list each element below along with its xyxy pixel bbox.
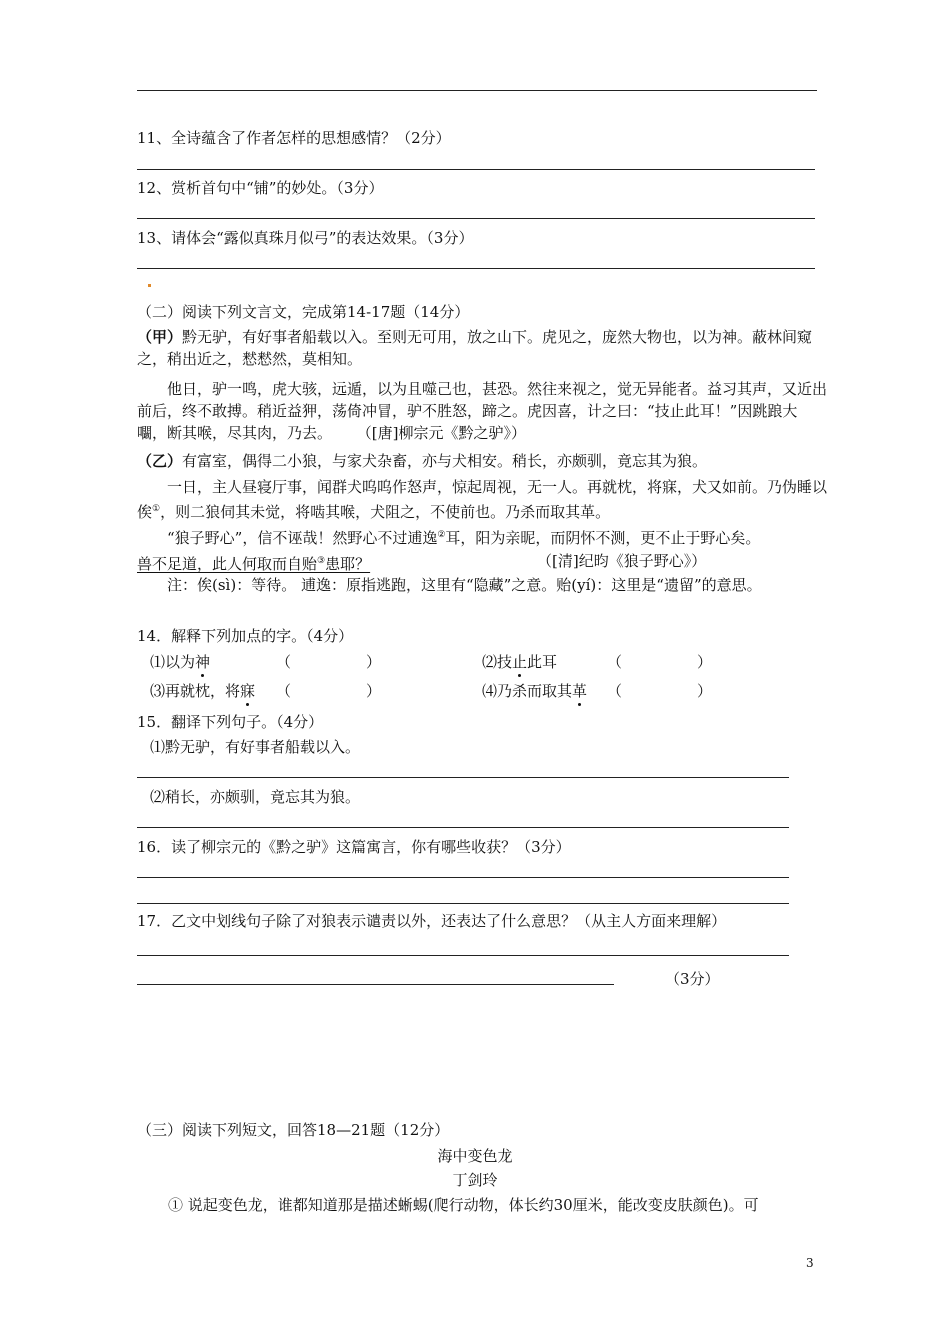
passage-yi-p2 (137, 476, 827, 523)
page-number: 3 (806, 1256, 814, 1270)
question-14-item-3 (150, 680, 255, 701)
question-14-item-2 (482, 651, 557, 672)
article-paragraph-1: ① 说起变色龙，谁都知道那是描述蜥蜴(爬行动物，体长约30厘米，能改变皮肤颜色)。可 (168, 1196, 759, 1214)
item-text: 以为 (165, 653, 196, 671)
passage-yi-p3 (137, 524, 827, 549)
item-text: 乃杀而取其 (497, 682, 573, 700)
passage-yi-text-2a: 一日，主人昼寝厅事，闻群犬呜呜作怒声，惊起周视，无一人。再就枕，将寐，犬又如前。乃伪睡以俟 (137, 478, 828, 521)
footnote-ref: ② (437, 530, 446, 540)
passage-yi-text-3b: 耳，阳为亲昵，而阴怀不测，更不止于野心矣。 (445, 529, 761, 547)
passage-jia-text-2: 他日，驴一鸣，虎大骇，远遁，以为且噬己也，甚恐。然往来视之，觉无异能者。益习其声，又近出前后，终不敢搏。稍近益狎，荡倚冲冒，驴不胜怒，蹄之。虎因喜，计之曰：“技止此耳！”因跳踉大㘚，断其喉，尽其肉，乃去。 (137, 380, 828, 442)
passage-jia-text-1: 黔无驴，有好事者船载以入。至则无可用，放之山下。虎见之，庞然大物也，以为神。蔽林间窥之，稍出近之，慭慭然，莫相知。 (137, 328, 813, 368)
question-11: 11、全诗蕴含了作者怎样的思想感情？（2分） (137, 129, 451, 147)
question-17-score: （3分） (665, 970, 720, 988)
section-2-heading: （二）阅读下列文言文，完成第14-17题（14分） (137, 303, 470, 321)
answer-paren[interactable]: （ ） (607, 653, 713, 671)
question-12: 12、赏析首句中“铺”的妙处。（3分） (137, 179, 384, 197)
question-15-sentence-1: ⑴黔无驴，有好事者船载以入。 (150, 738, 361, 756)
passage-yi-text-2b: ，则二狼伺其未觉，将啮其喉，犬阻之，不使前也。乃杀而取其革。 (160, 503, 611, 521)
answer-paren[interactable]: （ ） (607, 682, 713, 700)
answer-line[interactable] (137, 777, 789, 778)
section-3-heading: （三）阅读下列短文，回答18—21题（12分） (137, 1121, 450, 1139)
stray-mark (148, 284, 151, 287)
question-17: 17．乙文中划线句子除了对狼表示谴责以外，还表达了什么意思？（从主人方面来理解） (137, 912, 727, 930)
item-number: ⑴ (150, 653, 166, 671)
article-author: 丁剑玲 (452, 1171, 498, 1189)
item-text: 技 (497, 653, 513, 671)
item-text: 再就枕，将 (165, 682, 241, 700)
footnote-ref: ③ (317, 556, 326, 566)
dotted-char: 神 (195, 653, 211, 671)
underlined-sentence-a: 兽不足道，此人何取而自贻 (137, 555, 318, 573)
passage-jia-p2 (137, 378, 827, 444)
question-14-item-1 (150, 651, 210, 672)
question-16: 16．读了柳宗元的《黔之驴》这篇寓言，你有哪些收获？（3分） (137, 838, 571, 856)
answer-line[interactable] (137, 827, 789, 828)
answer-line[interactable] (137, 955, 789, 956)
underlined-sentence-b: 患耶？ (325, 555, 371, 573)
passage-yi-text-1: 有富室，偶得二小狼，与家犬杂畜，亦与犬相安。稍长，亦颇驯，竟忘其为狼。 (182, 452, 708, 470)
passage-yi-source: （[清]纪昀《狼子野心》） (537, 552, 707, 570)
answer-line (137, 90, 817, 91)
answer-line (137, 218, 815, 219)
item-number: ⑵ (482, 653, 498, 671)
passage-yi-underlined (137, 550, 370, 575)
footnote-ref: ① (152, 504, 161, 514)
article-title: 海中变色龙 (437, 1147, 513, 1165)
passage-jia-p1 (137, 326, 827, 370)
question-15-title: 15．翻译下列句子。（4分） (137, 713, 324, 731)
question-14-item-4 (482, 680, 587, 701)
passage-jia-label: （甲） (137, 328, 183, 346)
answer-line (137, 169, 815, 170)
answer-line[interactable] (137, 877, 789, 878)
item-number: ⑷ (482, 682, 498, 700)
question-13: 13、请体会“露似真珠月似弓”的表达效果。（3分） (137, 229, 474, 247)
passage-yi-p1 (137, 450, 827, 472)
answer-line[interactable] (137, 984, 614, 985)
dotted-char: 寐 (240, 682, 256, 700)
question-15-sentence-2: ⑵稍长，亦颇驯，竟忘其为狼。 (150, 788, 361, 806)
answer-line (137, 268, 815, 269)
answer-paren[interactable]: （ ） (276, 682, 382, 700)
item-text: 此耳 (527, 653, 558, 671)
passage-jia-source: （[唐]柳宗元《黔之驴》） (356, 424, 527, 442)
answer-paren[interactable]: （ ） (276, 653, 382, 671)
item-number: ⑶ (150, 682, 166, 700)
dotted-char: 止 (512, 653, 528, 671)
notes: 注：俟(sì)：等待。 逋逸：原指逃跑，这里有“隐藏”之意。贻(yí)：这里是“遗留”的意思。 (167, 576, 762, 594)
passage-yi-text-3a: “狼子野心”，信不诬哉！然野心不过逋逸 (167, 529, 438, 547)
dotted-char: 革 (572, 682, 588, 700)
question-14-title: 14．解释下列加点的字。（4分） (137, 627, 354, 645)
answer-line[interactable] (137, 903, 789, 904)
passage-yi-label: （乙） (137, 452, 183, 470)
